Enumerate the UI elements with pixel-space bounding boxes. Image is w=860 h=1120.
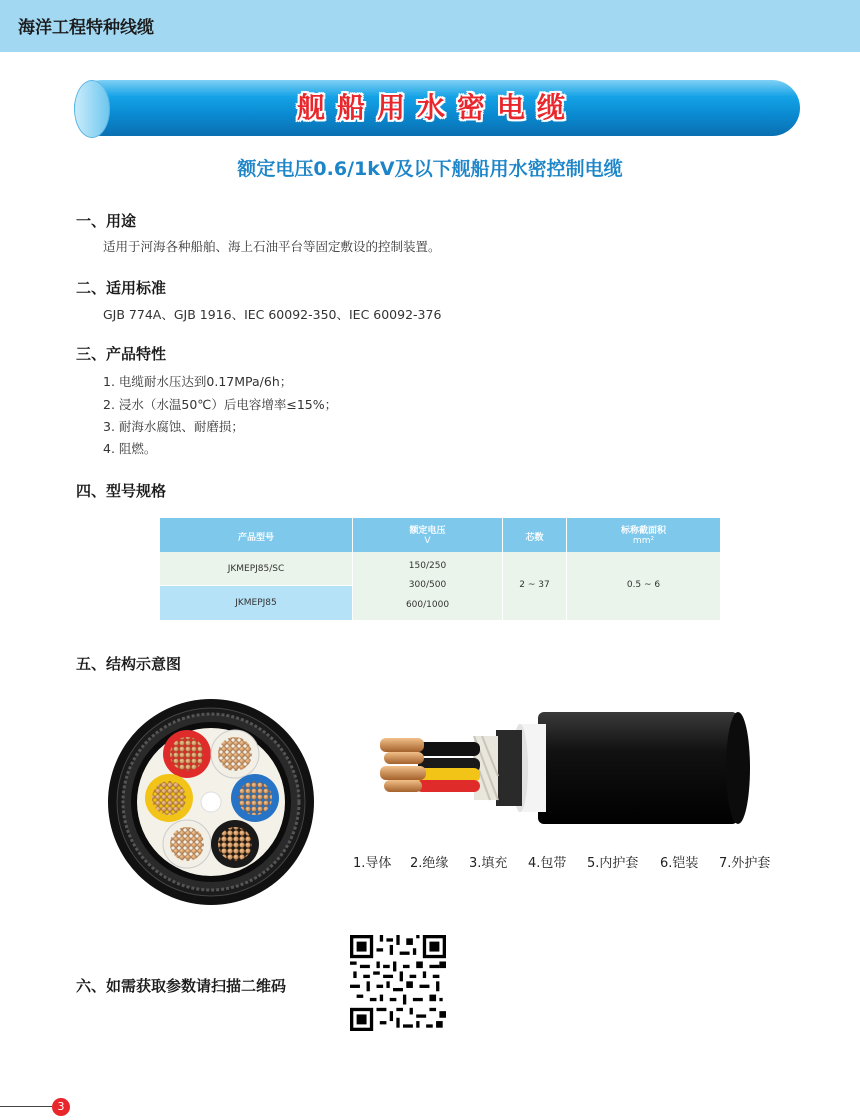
usage-heading: 一、用途: [76, 212, 137, 230]
table-cell-voltage: 600/1000: [405, 600, 450, 610]
qr-code-image[interactable]: [350, 935, 446, 1031]
cable-cross-section-image: [107, 698, 315, 906]
standards-text: GJB 774A、GJB 1916、IEC 60092-350、IEC 60092-376: [103, 307, 442, 322]
th-voltage: [353, 518, 502, 552]
standards-heading: 二、适用标准: [76, 279, 167, 297]
spec-table: [160, 518, 720, 620]
header-category: 海洋工程特种线缆: [18, 18, 154, 38]
page-number: 3: [52, 1098, 70, 1116]
table-cell-model: JKMEPJ85: [235, 598, 277, 608]
table-cell-cores: 2 ~ 37: [519, 580, 550, 590]
table-cell-voltage: 300/500: [408, 580, 447, 590]
th-area-unit: mm²: [632, 536, 655, 546]
th-voltage-unit: V: [424, 536, 431, 546]
structure-heading: 五、结构示意图: [76, 655, 182, 673]
core-black: [211, 820, 259, 868]
usage-text: 适用于河海各种船舶、海上石油平台等固定敷设的控制装置。: [103, 239, 441, 254]
table-cell-model: JKMEPJ85/SC: [227, 564, 285, 574]
th-voltage-label: 额定电压: [409, 526, 446, 536]
legend-item: 4.包带: [528, 856, 567, 871]
qr-heading: 六、如需获取参数请扫描二维码: [76, 977, 287, 995]
core-white-2: [163, 820, 211, 868]
th-cores: [503, 518, 566, 552]
legend-item: 7.外护套: [719, 856, 771, 871]
legend-item: 2.绝缘: [410, 856, 449, 871]
core-white: [211, 730, 259, 778]
th-model-label: 产品型号: [237, 533, 274, 543]
table-divider: [566, 518, 567, 620]
core-red: [163, 730, 211, 778]
core-yellow: [145, 774, 193, 822]
th-model: [160, 518, 352, 552]
feature-item: 3. 耐海水腐蚀、耐磨损；: [103, 419, 244, 434]
legend-item: 6.铠装: [660, 856, 699, 871]
legend-item: 1.导体: [353, 856, 392, 871]
feature-item: 1. 电缆耐水压达到0.17MPa/6h；: [103, 374, 293, 389]
table-cell-area: 0.5 ~ 6: [626, 580, 661, 590]
legend-item: 3.填充: [469, 856, 508, 871]
page-footer-rule: [0, 1106, 52, 1107]
banner-title: 舰船用水密电缆: [296, 91, 577, 124]
cable-layers-image: [370, 712, 750, 824]
table-row-divider: [160, 585, 352, 586]
feature-item: 4. 阻燃。: [103, 441, 157, 456]
table-cell-voltage: 150/250: [408, 561, 447, 571]
specs-heading: 四、型号规格: [76, 482, 167, 500]
feature-item: 2. 浸水（水温50℃）后电容增率≤15%；: [103, 397, 338, 412]
legend-item: 5.内护套: [587, 856, 639, 871]
th-area: [567, 518, 720, 552]
features-heading: 三、产品特性: [76, 345, 167, 363]
th-cores-label: 芯数: [525, 533, 544, 543]
page-subtitle: 额定电压0.6/1kV及以下舰船用水密控制电缆: [237, 158, 623, 180]
table-divider: [502, 518, 503, 620]
core-blue: [231, 774, 279, 822]
th-area-label: 标称截面积: [620, 526, 666, 536]
header-band: [0, 0, 860, 52]
